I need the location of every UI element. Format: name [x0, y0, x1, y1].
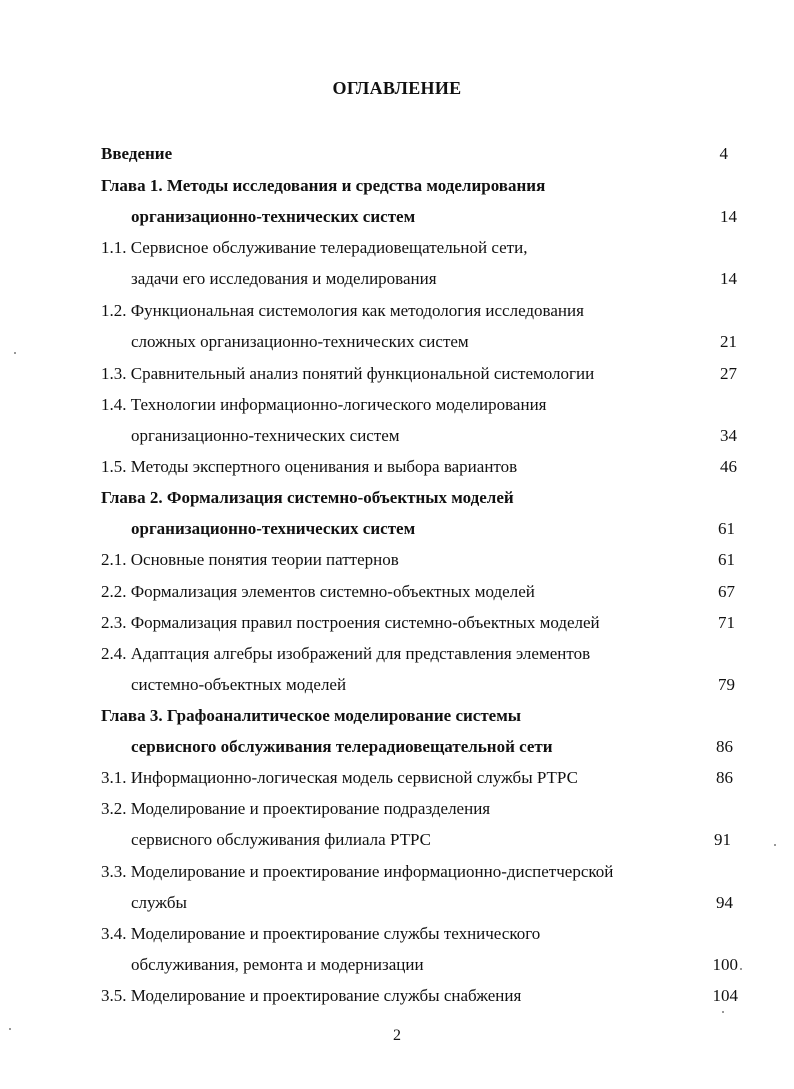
toc-page-number: 94 [716, 893, 733, 912]
toc-page-number: 27 [720, 364, 737, 383]
toc-page-number: 46 [720, 457, 737, 476]
toc-page-number: 71 [718, 613, 735, 632]
toc-section-2-1: 2.1. Основные понятия теории паттернов [101, 550, 399, 569]
toc-section-1-4-cont: организационно-технических систем [131, 426, 400, 445]
toc-section-1-3: 1.3. Сравнительный анализ понятий функциональной системологии [101, 364, 595, 383]
toc-page-number: 86 [716, 737, 733, 756]
toc-chapter-1: Глава 1. Методы исследования и средства моделирования [101, 176, 546, 195]
toc-section-3-1: 3.1. Информационно-логическая модель сервисной службы РТРС [101, 768, 578, 787]
toc-section-2-3: 2.3. Формализация правил построения системно-объектных моделей [101, 613, 600, 632]
toc-page-number: 21 [720, 332, 737, 351]
toc-chapter-2: Глава 2. Формализация системно-объектных моделей [101, 488, 514, 507]
toc-page-number: 61 [718, 519, 735, 538]
toc-section-1-4: 1.4. Технологии информационно-логического моделирования [101, 395, 547, 414]
toc-chapter-1-cont: организационно-технических систем [131, 207, 416, 226]
toc-page-number: 86 [716, 768, 733, 787]
scan-speck [9, 1028, 11, 1030]
toc-section-3-4-cont: обслуживания, ремонта и модернизации [131, 955, 424, 974]
toc-page-number: 104 [712, 986, 738, 1005]
toc-section-1-1: 1.1. Сервисное обслуживание телерадиовещательной сети, [101, 238, 528, 257]
scan-speck [740, 968, 742, 970]
toc-page-number: 4 [719, 144, 728, 163]
toc-chapter-2-cont: организационно-технических систем [131, 519, 416, 538]
toc-section-3-5: 3.5. Моделирование и проектирование службы снабжения [101, 986, 522, 1005]
toc-page-number: 61 [718, 550, 735, 569]
scan-speck [774, 844, 776, 846]
toc-page-number: 14 [720, 207, 737, 226]
toc-section-1-2-cont: сложных организационно-технических систем [131, 332, 469, 351]
toc-chapter-3: Глава 3. Графоаналитическое моделирование системы [101, 706, 522, 725]
toc-section-3-2: 3.2. Моделирование и проектирование подразделения [101, 799, 491, 818]
footer-page-number: 2 [393, 1027, 401, 1044]
toc-section-3-4: 3.4. Моделирование и проектирование службы технического [101, 924, 541, 943]
toc-section-1-1-cont: задачи его исследования и моделирования [131, 269, 437, 288]
toc-page-number: 34 [720, 426, 737, 445]
page-title: ОГЛАВЛЕНИЕ [332, 78, 462, 98]
scan-speck [14, 352, 16, 354]
toc-section-3-2-cont: сервисного обслуживания филиала РТРС [131, 830, 431, 849]
toc-section-2-2: 2.2. Формализация элементов системно-объектных моделей [101, 582, 535, 601]
toc-page-number: 79 [718, 675, 735, 694]
toc-chapter-3-cont: сервисного обслуживания телерадиовещательной сети [131, 737, 553, 756]
toc-page-number: 91 [714, 830, 731, 849]
scan-speck [722, 1011, 724, 1013]
toc-section-3-3: 3.3. Моделирование и проектирование информационно-диспетчерской [101, 862, 614, 881]
toc-page-number: 67 [718, 582, 735, 601]
toc-section-1-2: 1.2. Функциональная системология как методология исследования [101, 301, 584, 320]
toc-section-1-5: 1.5. Методы экспертного оценивания и выбора вариантов [101, 457, 518, 476]
toc-page-number: 14 [720, 269, 737, 288]
toc-section-2-4: 2.4. Адаптация алгебры изображений для представления элементов [101, 644, 591, 663]
toc-section-2-4-cont: системно-объектных моделей [131, 675, 347, 694]
toc-section-3-3-cont: службы [131, 893, 187, 912]
toc-entry-intro: Введение [101, 144, 173, 163]
toc-page-number: 100 [712, 955, 738, 974]
